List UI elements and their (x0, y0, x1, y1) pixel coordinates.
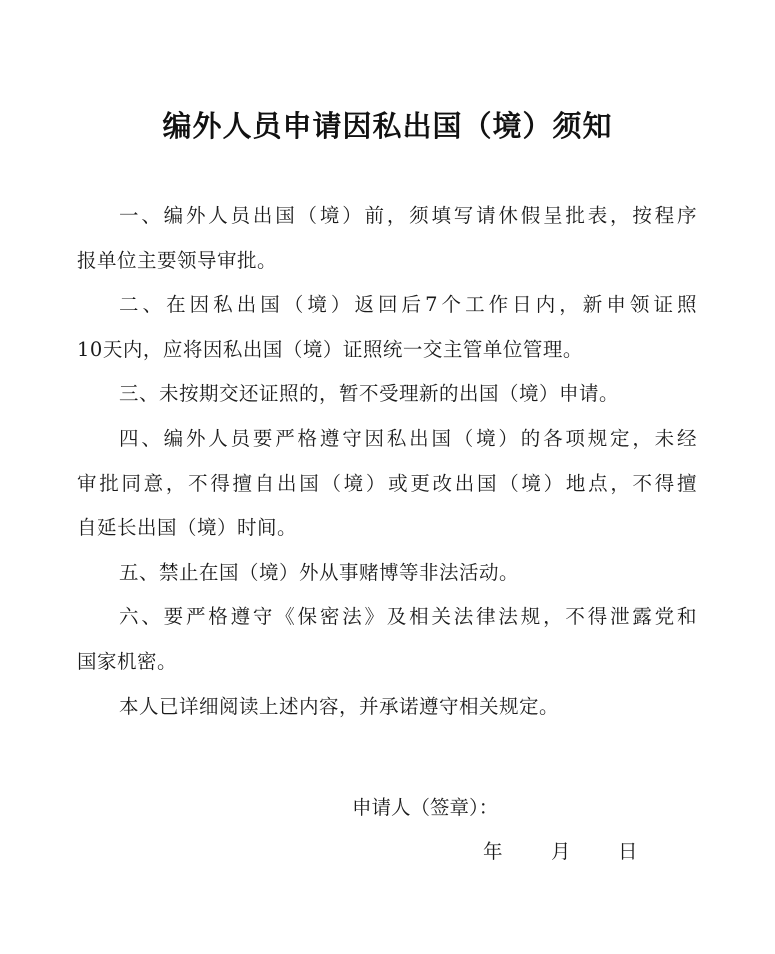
body-line: 10天内，应将因私出国（境）证照统一交主管单位管理。 (77, 337, 583, 361)
applicant-signature-label: 申请人（签章）： (352, 796, 499, 819)
date-year-label: 年 (483, 840, 503, 863)
body-line: 国家机密。 (77, 649, 178, 673)
body-line: 三、未按期交还证照的，暂不受理新的出国（境）申请。 (119, 382, 620, 406)
body-line: 本人已详细阅读上述内容，并承诺遵守相关规定。 (119, 694, 560, 718)
body-line: 审批同意，不得擅自出国（境）或更改出国（境）地点，不得擅 (77, 471, 697, 495)
body-line: 自延长出国（境）时间。 (77, 516, 298, 540)
body-line: 二、在因私出国（境）返回后7个工作日内，新申领证照 (119, 293, 697, 317)
body-line: 四、编外人员要严格遵守因私出国（境）的各项规定，未经 (119, 426, 697, 450)
body-line: 五、禁止在国（境）外从事赌博等非法活动。 (119, 560, 520, 584)
document-body (77, 194, 697, 729)
body-line: 六、要严格遵守《保密法》及相关法律法规，不得泄露党和 (119, 605, 697, 629)
date-day-label: 日 (618, 840, 638, 863)
document-title: 编外人员申请因私出国（境）须知 (162, 109, 613, 143)
date-month-label: 月 (551, 840, 571, 863)
body-line: 一、编外人员出国（境）前，须填写请休假呈批表，按程序 (119, 204, 697, 227)
body-line: 报单位主要领导审批。 (77, 248, 278, 272)
